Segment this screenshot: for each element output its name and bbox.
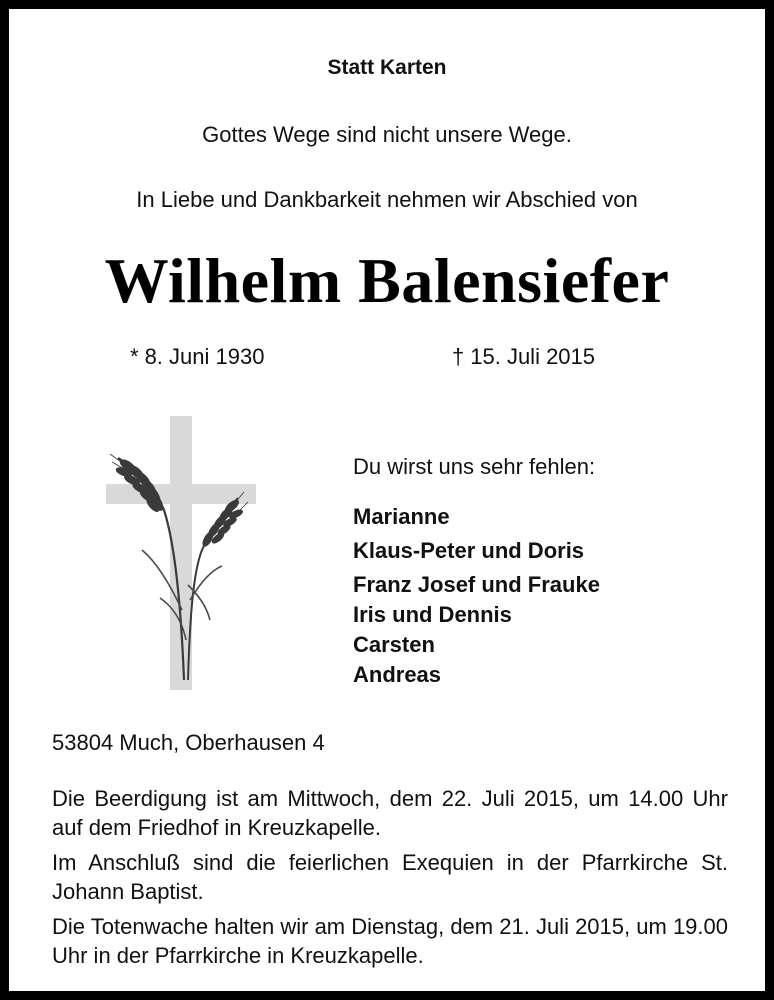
deceased-name: Wilhelm Balensiefer [104, 245, 670, 316]
list-item: Klaus-Peter und Doris [353, 538, 585, 563]
funeral-announcements [52, 784, 728, 976]
death-date-line [452, 344, 595, 370]
list-item: Iris und Dennis [353, 602, 512, 627]
announcement-exequies: Im Anschluß sind die feierlichen Exequien in der Pfarrkirche St. Johann Baptist. [52, 850, 728, 904]
header-statt-karten: Statt Karten [327, 56, 447, 79]
birth-star-icon: * [130, 344, 139, 369]
motto: Gottes Wege sind nicht unsere Wege. [202, 122, 572, 147]
mourners-intro: Du wirst uns sehr fehlen: [353, 454, 596, 479]
list-item: Franz Josef und Frauke [353, 572, 600, 597]
announcement-burial: Die Beerdigung ist am Mittwoch, dem 22. Juli 2015, um 14.00 Uhr auf dem Friedhof in Kreuzkapelle. [52, 786, 728, 840]
family-address: 53804 Much, Oberhausen 4 [52, 730, 325, 755]
cross-with-wheat-icon [98, 410, 268, 700]
list-item: Carsten [353, 632, 435, 657]
birth-date-line [130, 344, 264, 370]
list-item: Andreas [353, 662, 442, 687]
wheat-ear-right [188, 492, 248, 680]
death-date: 15. Juli 2015 [470, 344, 596, 369]
mourners-list [353, 502, 600, 690]
farewell-intro: In Liebe und Dankbarkeit nehmen wir Abschied von [136, 187, 638, 212]
death-dagger-icon: † [452, 344, 465, 369]
announcement-vigil: Die Totenwache halten wir am Dienstag, dem 21. Juli 2015, um 19.00 Uhr in der Pfarrkirche in Kreuzkapelle. [52, 914, 728, 968]
list-item: Marianne [353, 504, 450, 529]
birth-date: 8. Juni 1930 [144, 344, 265, 369]
